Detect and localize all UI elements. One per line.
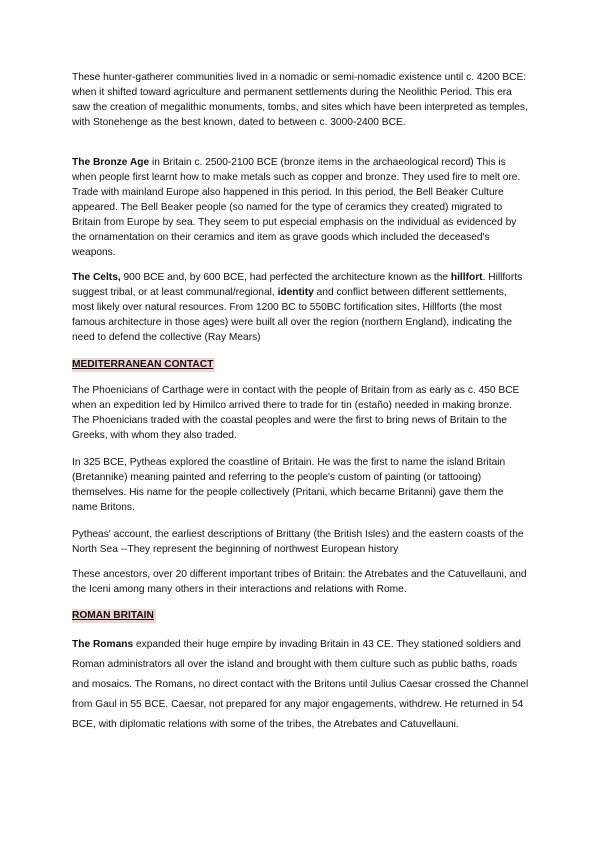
- romans-text: expanded their huge empire by invading Britain in 43 CE. They stationed soldiers and Roman administrators all over the island and brought with them culture such as public baths, roads and mosaics. The Romans, no direct contact with the Britons until Julius Caesar crossed the Channel from Gaul in 55 BCE. Caesar, not prepared for any major engagements, withdrew. He returned in 54 BCE, with diplomatic relations with some of the tribes, the Atrebates and Catuvellauni.: [72, 639, 529, 730]
- celts-text-3: and conflict between different settlements, most likely over natural resources. From 1200 BC to 550BC fortification sites, Hillforts (the most famous architecture in those ages) were built all over the region (northern England), indicating the need to defend the collective (Ray Mears): [72, 287, 513, 343]
- pytheas-account-paragraph: Pytheas' account, the earliest descriptions of Brittany (the British Isles) and the eastern coasts of the North Sea --They represent the beginning of northwest European history: [72, 529, 524, 555]
- bronze-age-title: The Bronze Age: [72, 157, 150, 168]
- tribes-paragraph: These ancestors, over 20 different important tribes of Britain: the Atrebates and the Catuvellauni, and the Iceni among many others in their interactions and relations with Rome.: [72, 569, 527, 595]
- romans-paragraph: [72, 635, 530, 735]
- celts-text-2: . Hillforts suggest tribal, or at least communal/regional,: [72, 272, 523, 298]
- identity-term: identity: [277, 287, 314, 298]
- intro-paragraph: These hunter-gatherer communities lived in a nomadic or semi-nomadic existence until c. 4200 BCE: when it shifted toward agriculture and permanent settlements during the Neolithic Period. This era saw the creation of megalithic monuments, tombs, and sites which have been interpreted as temples, with Stonehenge as the best known, dated to between c. 3000-2400 BCE.: [72, 72, 528, 128]
- phoenicians-paragraph: The Phoenicians of Carthage were in contact with the people of Britain from as early as c. 450 BCE when an expedition led by Himilco arrived there to trade for tin (estaño) needed in making bronze. The Phoenicians traded with the coastal peoples and were the first to bring news of Britain to the Greeks, with whom they also traded.: [72, 385, 520, 441]
- pytheas-paragraph: In 325 BCE, Pytheas explored the coastline of Britain. He was the first to name the island Britain (Bretannike) meaning painted and referring to the people's custom of painting (or tattooing) themselves. His name for the people collectively (Pritani, which became Britanni) gave them the name Britons.: [72, 457, 506, 513]
- roman-britain-heading: ROMAN BRITAIN: [72, 610, 154, 621]
- bronze-age-text: in Britain c. 2500-2100 BCE (bronze items in the archaeological record) This is when people first learnt how to make metals such as copper and bronze. They used fire to melt ore. Trade with mainland Europe also happened in this period. In this period, the Bell Beaker Culture appeared. The Bell Beaker people (so named for the type of ceramics they created) migrated to Britain from Europe by sea. They seem to put especial emphasis on the individual as evidenced by the ornamentation on their ceramics and item as grave goods which included the deceased's weapons.: [72, 157, 521, 258]
- mediterranean-contact-heading: MEDITERRANEAN CONTACT: [72, 359, 214, 370]
- bronze-age-paragraph: [72, 155, 530, 260]
- hillfort-term: hillfort: [450, 272, 483, 283]
- celts-paragraph: [72, 270, 530, 345]
- celts-text-1: 900 BCE and, by 600 BCE, had perfected the architecture known as the: [120, 272, 451, 283]
- romans-title: The Romans: [72, 639, 134, 650]
- celts-title: The Celts,: [72, 272, 121, 283]
